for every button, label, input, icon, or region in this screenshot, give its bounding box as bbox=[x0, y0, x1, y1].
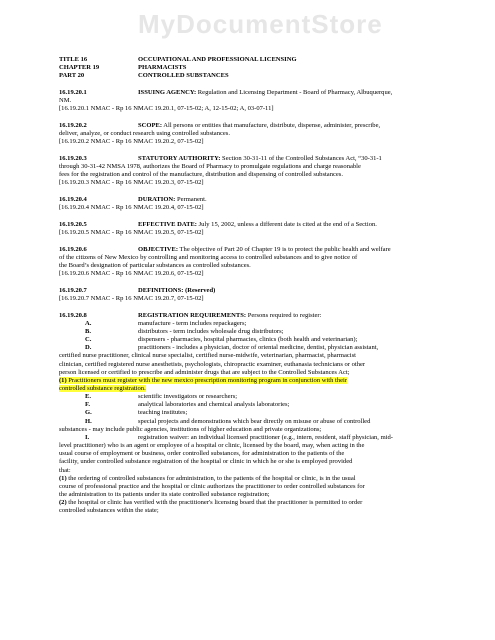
subitem-text-continued: the administration to its patients under its state controlled substance registration; bbox=[59, 491, 270, 499]
header-part-row bbox=[59, 72, 447, 80]
section-objective bbox=[59, 246, 447, 279]
item-text: teaching institutes; bbox=[138, 409, 188, 417]
section-registration-requirements bbox=[59, 312, 447, 516]
item-text-continued: substances - may include public agencies, institutions of higher education and private organizations; bbox=[59, 425, 322, 433]
section-statutory-authority bbox=[59, 155, 447, 188]
section-title: EFFECTIVE DATE: bbox=[138, 220, 197, 228]
item-letter: A. bbox=[85, 319, 92, 327]
section-text: Regulation and Licensing Department - Board of Pharmacy, Albuquerque, bbox=[196, 88, 393, 96]
section-heading bbox=[59, 122, 447, 130]
section-text: Persons required to register: bbox=[246, 311, 322, 319]
section-duration bbox=[59, 196, 447, 212]
section-title: DURATION: bbox=[138, 196, 176, 204]
section-heading bbox=[59, 312, 447, 320]
list-item bbox=[59, 401, 447, 409]
item-text-continued: certified nurse practitioner, clinical nurse specialist, certified nurse-midwife, veterinarian, pharmacist, pharmacist bbox=[59, 352, 356, 360]
section-heading bbox=[59, 89, 447, 97]
section-number: 16.19.20.7 bbox=[59, 286, 87, 294]
item-letter: C. bbox=[85, 336, 92, 344]
section-title: DEFINITIONS: (Reserved) bbox=[138, 286, 216, 294]
highlighted-subitem-continued bbox=[59, 385, 447, 393]
section-text: All persons or entities that manufacture, distribute, dispense, administer, prescribe, bbox=[162, 121, 381, 129]
section-title: REGISTRATION REQUIREMENTS: bbox=[138, 311, 247, 319]
item-text: manufacture - term includes repackagers; bbox=[138, 319, 247, 327]
section-text: the Board’s designation of particular substances as controlled substances. bbox=[59, 261, 251, 269]
item-text-continued: clinician, certified registered nurse anesthetists, psychologists, chiropractic examiner, euthanasia technicians or other bbox=[59, 360, 366, 368]
section-title: OBJECTIVE: bbox=[138, 245, 179, 253]
item-text-continued: usual course of employment or business, order controlled substances, for administration to the patients of the bbox=[59, 450, 345, 458]
section-text: July 15, 2002, unless a different date is cited at the end of a Section. bbox=[197, 220, 377, 228]
subitem bbox=[59, 499, 447, 507]
list-item bbox=[59, 418, 447, 426]
section-number: 16.19.20.1 bbox=[59, 88, 87, 96]
item-letter: F. bbox=[85, 401, 91, 409]
watermark-logo bbox=[138, 9, 383, 39]
section-number: 16.19.20.6 bbox=[59, 245, 87, 253]
section-number: 16.19.20.8 bbox=[59, 311, 87, 319]
list-item bbox=[59, 328, 447, 336]
section-heading bbox=[59, 155, 447, 163]
section-heading bbox=[59, 246, 447, 254]
item-text: special projects and demonstrations which bear directly on misuse or abuse of controlled bbox=[138, 417, 371, 425]
item-letter: D. bbox=[85, 344, 92, 352]
subitem-text-continued: controlled substances within the state; bbox=[59, 507, 159, 515]
section-text: NM. bbox=[59, 97, 72, 105]
item-text: distributors - term includes wholesale drug distributors; bbox=[138, 327, 284, 335]
section-heading bbox=[59, 287, 447, 295]
item-text: scientific investigators or researchers; bbox=[138, 393, 238, 401]
section-issuing-agency bbox=[59, 89, 447, 113]
subitem-number: (1) bbox=[59, 474, 67, 482]
item-letter: I. bbox=[85, 433, 90, 441]
item-letter: G. bbox=[85, 409, 92, 417]
item-text-continued: person licensed or certified to prescribe and administer drugs that are subject to the Controlled Substances Act; bbox=[59, 368, 350, 376]
section-heading bbox=[59, 221, 447, 229]
subitem-number: (1) bbox=[59, 376, 67, 384]
section-history: [16.19.20.4 NMAC - Rp 16 NMAC 19.20.4, 07-15-02] bbox=[59, 204, 204, 212]
header-label: PART 20 bbox=[59, 72, 85, 80]
section-history: [16.19.20.2 NMAC - Rp 16 NMAC 19.20.2, 07-15-02] bbox=[59, 138, 204, 146]
highlighted-text: Practitioners must register with the new mexico prescription monitoring program in conjunction with their bbox=[66, 376, 348, 384]
list-item bbox=[59, 434, 447, 442]
section-history: [16.19.20.7 NMAC - Rp 16 NMAC 19.20.7, 07-15-02] bbox=[59, 294, 204, 302]
section-title: STATUTORY AUTHORITY: bbox=[138, 154, 221, 162]
item-letter: E. bbox=[85, 393, 92, 401]
section-text: fees for the registration and control of the manufacture, distribution and dispensing of controlled substances. bbox=[59, 171, 343, 179]
section-history: [16.19.20.1 NMAC - Rp 16 NMAC 19.20.1, 07-15-02; A, 12-15-02; A, 03-07-11] bbox=[59, 105, 274, 113]
item-text-continued: that: bbox=[59, 466, 71, 474]
section-number: 16.19.20.5 bbox=[59, 220, 87, 228]
list-item bbox=[59, 320, 447, 328]
list-item bbox=[59, 336, 447, 344]
section-text: Section 30-31-11 of the Controlled Substances Act, “30-31-1 bbox=[220, 154, 382, 162]
item-letter: B. bbox=[85, 327, 92, 335]
subitem-text: the ordering of controlled substances for administration, to the patients of the hospital or clinic, is in the usual bbox=[66, 474, 356, 482]
section-text: The objective of Part 20 of Chapter 19 is to protect the public health and welfare bbox=[178, 245, 391, 253]
highlighted-subitem bbox=[59, 377, 447, 385]
item-text: analytical laboratories and chemical analysis laboratories; bbox=[138, 401, 290, 409]
highlighted-text: controlled substance registration. bbox=[59, 385, 146, 392]
item-text: practitioners - includes a physician, doctor of oriental medicine, dentist, physician assistant, bbox=[138, 344, 379, 352]
subitem-text-continued: course of professional practice and the hospital or clinic authorizes the practitioner to order controlled substances for bbox=[59, 482, 365, 490]
section-title: ISSUING AGENCY: bbox=[138, 88, 197, 96]
section-title: SCOPE: bbox=[138, 121, 163, 129]
list-item bbox=[59, 393, 447, 401]
header-value: CONTROLLED SUBSTANCES bbox=[138, 72, 229, 80]
item-letter: H. bbox=[85, 417, 92, 425]
section-scope bbox=[59, 122, 447, 146]
section-number: 16.19.20.3 bbox=[59, 154, 87, 162]
section-heading bbox=[59, 196, 447, 204]
section-history: [16.19.20.3 NMAC - Rp 16 NMAC 19.20.3, 07-15-02] bbox=[59, 179, 204, 187]
subitem bbox=[59, 475, 447, 483]
header-chapter-row bbox=[59, 64, 447, 72]
document-body bbox=[59, 56, 447, 516]
header-value: PHARMACISTS bbox=[138, 64, 187, 72]
header-label: TITLE 16 bbox=[59, 56, 88, 63]
header-value: OCCUPATIONAL AND PROFESSIONAL LICENSING bbox=[138, 56, 297, 63]
header-title-row bbox=[59, 56, 447, 64]
item-text-continued: facility, under controlled substance registration of the hospital or clinic in which he or she is employed provided bbox=[59, 458, 353, 466]
item-text: dispensers - pharmacies, hospital pharmacies, clinics (both health and veterinarian); bbox=[138, 336, 358, 344]
list-item bbox=[59, 344, 447, 352]
subitem-number: (2) bbox=[59, 499, 67, 507]
list-item bbox=[59, 409, 447, 417]
section-effective-date bbox=[59, 221, 447, 237]
section-text: Permanent. bbox=[175, 196, 207, 204]
section-text: deliver, analyze, or conduct research using controlled substances. bbox=[59, 130, 230, 138]
section-history: [16.19.20.6 NMAC - Rp 16 NMAC 19.20.6, 07-15-02] bbox=[59, 270, 204, 278]
section-number: 16.19.20.4 bbox=[59, 196, 87, 204]
item-text: registration waiver: an individual licensed practitioner (e.g., intern, resident, staff physician, mid- bbox=[138, 433, 393, 441]
section-number: 16.19.20.2 bbox=[59, 121, 87, 129]
subitem-text: the hospital or clinic has verified with the practitioner's licensing board that the practitioner is permitted to order bbox=[66, 499, 363, 507]
document-header bbox=[59, 56, 447, 80]
section-text: through 30-31-42 NMSA 1978, authorizes the Board of Pharmacy to promulgate regulations and charge reasonable bbox=[59, 163, 361, 171]
section-text: of the citizens of New Mexico by controlling and monitoring access to controlled substances and to give notice of bbox=[59, 253, 358, 261]
item-text-continued: level practitioner) who is an agent or employee of a hospital or clinic, licensed by the board, may, when acting in the bbox=[59, 442, 365, 450]
section-definitions bbox=[59, 287, 447, 303]
watermark-text: MyDocumentStore bbox=[138, 9, 383, 39]
section-history: [16.19.20.5 NMAC - Rp 16 NMAC 19.20.5, 07-15-02] bbox=[59, 229, 204, 236]
header-label: CHAPTER 19 bbox=[59, 64, 100, 72]
